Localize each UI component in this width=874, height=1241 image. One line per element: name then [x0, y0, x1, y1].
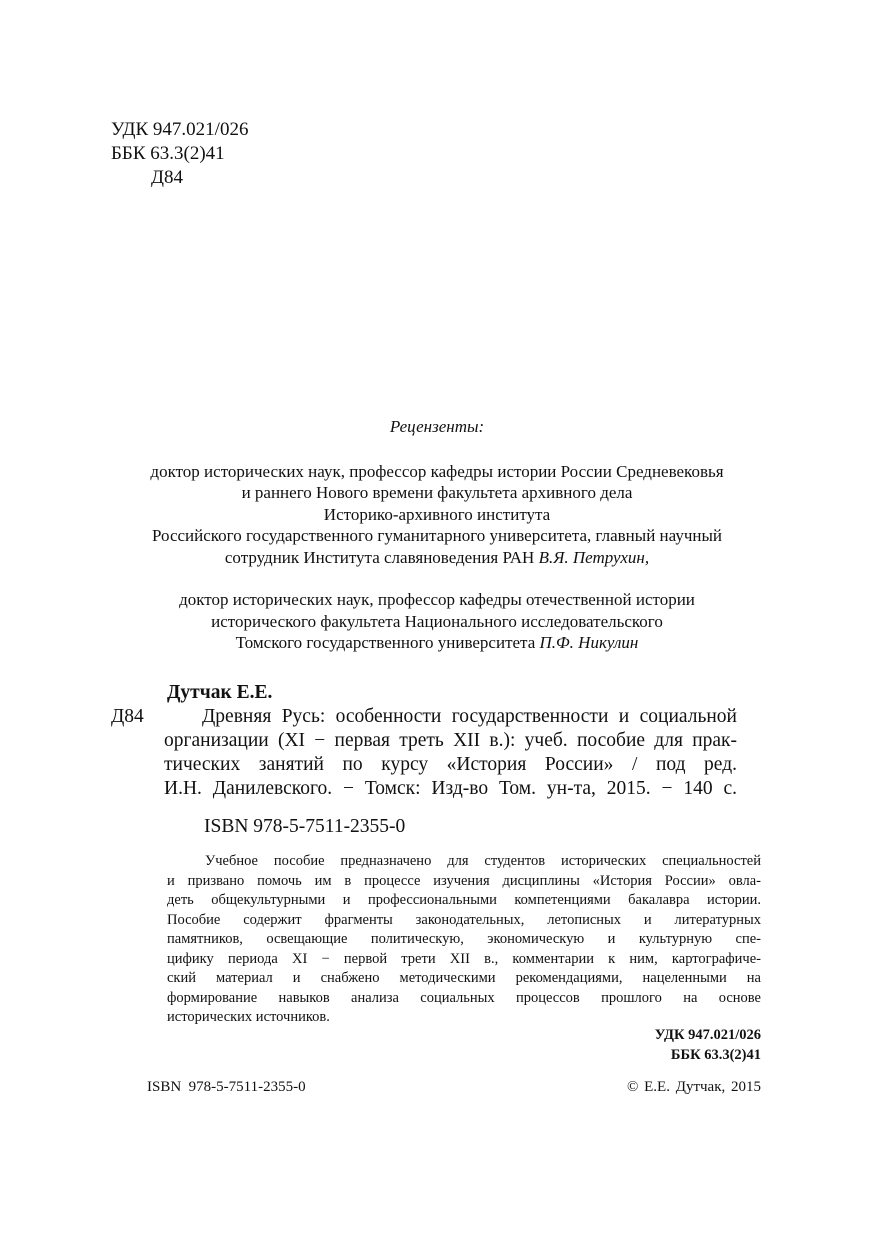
bibliographic-line: И.Н. Данилевского. − Томск: Изд-во Том. ун-та, 2015. − 140 с. — [164, 778, 737, 799]
reviewers-heading: Рецензенты: — [389, 417, 485, 436]
reviewer-1-line: Историко-архивного института — [323, 505, 551, 524]
abstract-line: Пособие содержит фрагменты законодательных, летописных и литературных — [167, 911, 761, 928]
abstract-line: деть общекультурными и профессиональными компетенциями бакалавра истории. — [167, 892, 761, 908]
reviewer-2-last-line — [0, 632, 874, 654]
footer-bbk: ББК 63.3(2)41 — [670, 1046, 761, 1063]
copyright-notice: © Е.Е. Дутчак, 2015 — [627, 1079, 761, 1095]
reviewer-1-line: доктор исторических наук, профессор кафедры истории России Средневековья — [150, 462, 724, 481]
bibliographic-line: организации (XI − первая треть XII в.): учеб. пособие для прак- — [164, 730, 737, 751]
reviewer-1-line: Российского государственного гуманитарного университета, главный научный — [152, 526, 722, 545]
abstract-line: цифику периода XI − первой трети XII в., комментарии к ним, картографиче- — [167, 950, 761, 967]
bbk-code: ББК 63.3(2)41 — [111, 143, 225, 164]
reviewer-2-line: доктор исторических наук, профессор кафедры отечественной истории — [179, 590, 695, 609]
bibliographic-line: тических занятий по курсу «История России» / под ред. — [164, 754, 737, 775]
reviewer-1-last-line — [0, 547, 874, 569]
footer-isbn: ISBN 978-5-7511-2355-0 — [147, 1079, 306, 1095]
reviewer-1-line: и раннего Нового времени факультета архивного дела — [241, 483, 633, 502]
abstract-line: памятников, освещающие политическую, экономическую и культурную спе- — [167, 931, 761, 947]
reviewer-2-name: П.Ф. Никулин — [539, 633, 639, 652]
book-title-line: Древняя Русь: особенности государственности и социальной — [202, 706, 737, 727]
footer-udk: УДК 947.021/026 — [654, 1027, 761, 1043]
abstract-line: и призвано помочь им в процессе изучения дисциплины «История России» овла- — [167, 872, 761, 889]
bibliographic-description — [164, 729, 737, 801]
abstract-line: ский материал и снабжено методическими рекомендациями, нацеленными на — [167, 970, 761, 986]
abstract-line: формирование навыков анализа социальных процессов прошлого на основе — [167, 989, 761, 1006]
udk-code: УДК 947.021/026 — [111, 119, 249, 140]
reviewer-1-text: сотрудник Института славяноведения РАН — [224, 548, 539, 567]
reviewer-2-line: исторического факультета Национального исследовательского — [211, 612, 663, 631]
abstract-line: Учебное пособие предназначено для студентов исторических специальностей — [205, 853, 761, 869]
abstract — [167, 852, 761, 1028]
book-author: Дутчак Е.Е. — [167, 682, 273, 703]
author-mark: Д84 — [151, 167, 183, 188]
reviewer-2-text: Томского государственного университета — [235, 633, 540, 652]
reviewer-1-name: В.Я. Петрухин, — [538, 548, 650, 567]
footer-index-codes — [655, 1026, 761, 1065]
isbn-main: ISBN 978-5-7511-2355-0 — [204, 816, 406, 837]
bibliographic-mark: Д84 — [111, 706, 144, 727]
abstract-line: исторических источников. — [167, 1009, 330, 1025]
